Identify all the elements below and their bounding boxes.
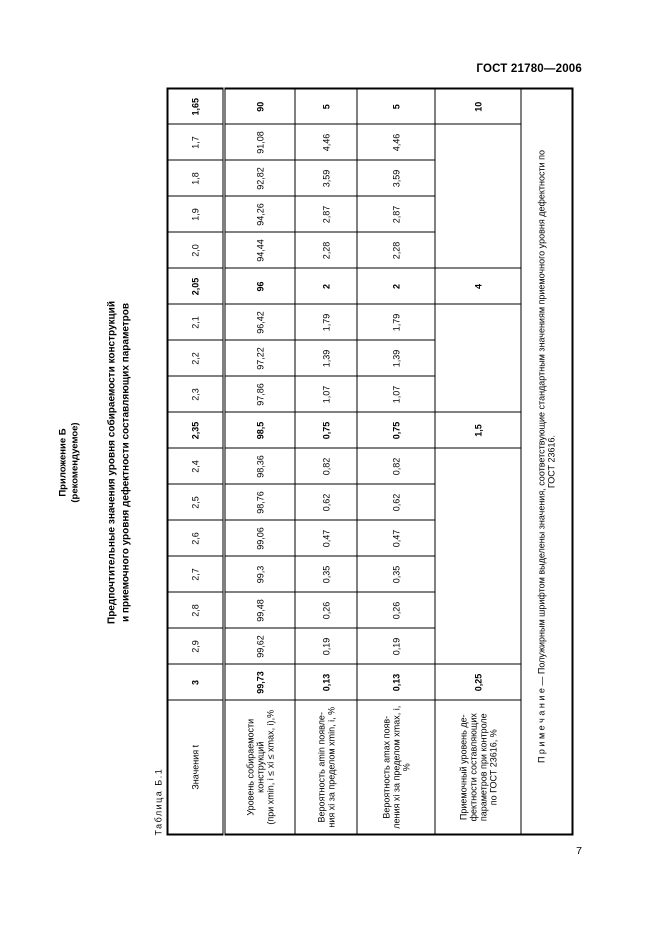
note-line: П р и м е ч а н и е — Полужирным шрифтом выделены значения, соответствующие стандартным значениям приемочного уровня дефектности по bbox=[536, 149, 547, 764]
main-title bbox=[106, 90, 133, 836]
level-cell: 94,26 bbox=[224, 197, 295, 233]
amax-cell: 0,26 bbox=[357, 593, 435, 629]
acceptance-cell: 1,5 bbox=[435, 413, 521, 449]
level-cell: 97,86 bbox=[224, 377, 295, 413]
t-cell: 2,0 bbox=[168, 233, 225, 269]
annex-title: Приложение Б bbox=[57, 428, 69, 497]
amax-cell: 3,59 bbox=[357, 161, 435, 197]
row-label-level bbox=[224, 701, 295, 835]
row-label-level-line: конструкций bbox=[255, 741, 265, 793]
doc-code: ГОСТ 21780—2006 bbox=[476, 63, 582, 75]
acceptance-empty-span bbox=[435, 125, 521, 269]
amin-cell: 0,62 bbox=[295, 485, 357, 521]
amax-cell: 2,87 bbox=[357, 197, 435, 233]
amax-cell: 0,62 bbox=[357, 485, 435, 521]
t-cell: 2,2 bbox=[168, 341, 225, 377]
level-cell: 96 bbox=[224, 269, 295, 305]
amax-cell: 0,19 bbox=[357, 629, 435, 665]
t-cell: 2,5 bbox=[168, 485, 225, 521]
row-label-acceptance-line: фектности составляющих bbox=[468, 713, 478, 822]
t-cell: 2,7 bbox=[168, 557, 225, 593]
amax-cell: 0,47 bbox=[357, 521, 435, 557]
row-label-amax-line: ления xi за пределом xmax, i, bbox=[391, 705, 401, 829]
row-label-acceptance-line: по ГОСТ 23616, % bbox=[488, 729, 498, 806]
level-cell: 99,73 bbox=[224, 665, 295, 701]
t-cell: 2,1 bbox=[168, 305, 225, 341]
t-cell: 1,9 bbox=[168, 197, 225, 233]
level-cell: 99,3 bbox=[224, 557, 295, 593]
level-cell: 97,22 bbox=[224, 341, 295, 377]
t-cell: 2,35 bbox=[168, 413, 225, 449]
table-row-acceptance bbox=[435, 89, 521, 835]
page-number: 7 bbox=[576, 845, 582, 857]
amin-cell: 0,19 bbox=[295, 629, 357, 665]
level-cell: 99,62 bbox=[224, 629, 295, 665]
acceptance-cell: 4 bbox=[435, 269, 521, 305]
amax-cell: 0,75 bbox=[357, 413, 435, 449]
t-cell: 2,3 bbox=[168, 377, 225, 413]
row-label-acceptance bbox=[435, 701, 521, 835]
row-label-level-line: Уровень собираемости bbox=[245, 718, 255, 816]
amin-cell: 2,87 bbox=[295, 197, 357, 233]
amax-cell: 1,07 bbox=[357, 377, 435, 413]
amin-cell: 0,75 bbox=[295, 413, 357, 449]
amin-cell: 0,47 bbox=[295, 521, 357, 557]
level-cell: 90 bbox=[224, 89, 295, 125]
row-label-amin bbox=[295, 701, 357, 835]
level-cell: 92,82 bbox=[224, 161, 295, 197]
table-note bbox=[521, 89, 573, 835]
amin-cell: 5 bbox=[295, 89, 357, 125]
acceptance-cell: 10 bbox=[435, 89, 521, 125]
row-label-amax-line: Вероятность amax появ- bbox=[381, 715, 391, 819]
main-title-line1: Предпочтительные значения уровня собираемости конструкций bbox=[106, 301, 118, 624]
row-label-amin-line: ния xi за пределом xmin, i, % bbox=[326, 706, 336, 828]
amax-cell: 0,13 bbox=[357, 665, 435, 701]
amax-cell: 1,79 bbox=[357, 305, 435, 341]
amax-cell: 0,82 bbox=[357, 449, 435, 485]
row-label-t: Значения t bbox=[168, 701, 225, 835]
t-cell: 3 bbox=[168, 665, 225, 701]
amax-cell: 5 bbox=[357, 89, 435, 125]
level-cell: 96,42 bbox=[224, 305, 295, 341]
row-label-acceptance-line: параметров при контроле bbox=[478, 713, 488, 822]
acceptance-empty-span bbox=[435, 449, 521, 665]
amin-cell: 4,46 bbox=[295, 125, 357, 161]
level-cell: 94,44 bbox=[224, 233, 295, 269]
level-cell: 99,48 bbox=[224, 593, 295, 629]
table-row-note bbox=[521, 89, 573, 835]
amin-cell: 0,26 bbox=[295, 593, 357, 629]
annex-subtitle: (рекомендуемое) bbox=[69, 422, 81, 503]
rotated-content bbox=[56, 88, 583, 848]
amax-cell: 4,46 bbox=[357, 125, 435, 161]
amin-cell: 2,28 bbox=[295, 233, 357, 269]
t-cell: 2,05 bbox=[168, 269, 225, 305]
table-b1 bbox=[167, 88, 574, 836]
row-label-amin-line: Вероятность amin появле- bbox=[316, 712, 326, 823]
amax-cell: 2 bbox=[357, 269, 435, 305]
t-cell: 2,8 bbox=[168, 593, 225, 629]
row-label-amax-line: % bbox=[401, 763, 411, 772]
main-title-line2: и приемочного уровня дефектности составляющих параметров bbox=[120, 302, 131, 623]
acceptance-cell: 0,25 bbox=[435, 665, 521, 701]
row-label-acceptance-line: Приемочный уровень де- bbox=[458, 714, 468, 821]
level-cell: 98,76 bbox=[224, 485, 295, 521]
amax-cell: 1,39 bbox=[357, 341, 435, 377]
amin-cell: 0,35 bbox=[295, 557, 357, 593]
table-row-amax bbox=[357, 89, 435, 835]
t-cell: 1,8 bbox=[168, 161, 225, 197]
level-cell: 99,06 bbox=[224, 521, 295, 557]
amin-cell: 1,07 bbox=[295, 377, 357, 413]
t-cell: 2,6 bbox=[168, 521, 225, 557]
amin-cell: 0,13 bbox=[295, 665, 357, 701]
amin-cell: 2 bbox=[295, 269, 357, 305]
note-line: ГОСТ 23616. bbox=[546, 434, 557, 489]
level-cell: 98,36 bbox=[224, 449, 295, 485]
amin-cell: 3,59 bbox=[295, 161, 357, 197]
t-cell: 2,9 bbox=[168, 629, 225, 665]
amin-cell: 0,82 bbox=[295, 449, 357, 485]
amin-cell: 1,79 bbox=[295, 305, 357, 341]
table-caption: Таблица Б.1 bbox=[153, 767, 164, 836]
row-label-level-line: (при xmin, i ≤ xi ≤ xmax, i),% bbox=[265, 709, 275, 825]
level-cell: 91,08 bbox=[224, 125, 295, 161]
amin-cell: 1,39 bbox=[295, 341, 357, 377]
t-cell: 1,65 bbox=[168, 89, 225, 125]
amax-cell: 2,28 bbox=[357, 233, 435, 269]
table-row-t bbox=[168, 89, 225, 835]
row-label-amax bbox=[357, 701, 435, 835]
level-cell: 98,5 bbox=[224, 413, 295, 449]
t-cell: 2,4 bbox=[168, 449, 225, 485]
acceptance-empty-span bbox=[435, 305, 521, 413]
t-cell: 1,7 bbox=[168, 125, 225, 161]
table-row-amin bbox=[295, 89, 357, 835]
table-row-level bbox=[224, 89, 295, 835]
amax-cell: 0,35 bbox=[357, 557, 435, 593]
